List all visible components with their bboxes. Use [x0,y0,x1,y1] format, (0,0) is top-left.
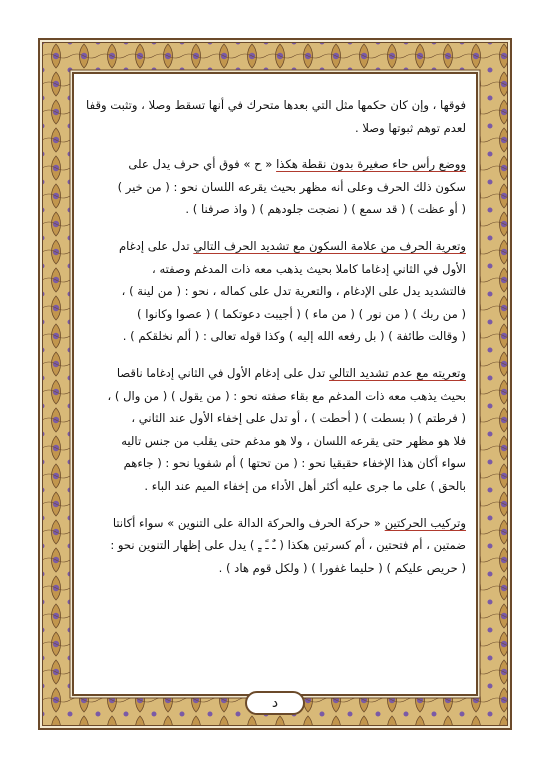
text-line: ( من ربك ) ( من نور ) ( من ماء ) ( أجيبت دعوتكما ) ( عصوا وكانوا ) [137,306,466,321]
text-line: ( أو عظت ) ( قد سمع ) ( نضجت جلودهم ) ( واذ صرفنا ) . [185,202,466,217]
text-line: لعدم توهم ثبوتها وصلا . [354,120,466,135]
text-line: الأول في الثاني إدغاما كاملا بحيث يذهب معه ذات المدغم وصفته ، [152,261,466,276]
heading-phrase: وتعرية الحرف من علامة السكون مع تشديد الحرف التالي [193,238,466,253]
text-line: فلا هو مظهر حتى يقرعه اللسان ، ولا هو مدغم حتى يقلب من جنس تاليه [121,433,466,448]
paragraph-1 [84,94,466,139]
paragraph-4 [84,362,466,498]
heading-phrase: ووضع رأس حاء صغيرة بدون نقطة هكذا [276,157,466,172]
document-body [84,94,466,593]
text-line: ( فرطتم ) ( بسطت ) ( أحطت ) ، أو تدل على إخفاء الأول عند الثاني ، [131,411,466,426]
text-line: ووضع رأس حاء صغيرة بدون نقطة هكذا « ح » فوق أي حرف يدل على [128,157,466,172]
text-line: سكون ذلك الحرف وعلى أنه مظهر بحيث يقرعه اللسان نحو : ( من خير ) [117,179,466,194]
text-line: ( وقالت طائفة ) ( بل رفعه الله إليه ) وكذا قوله تعالى : ( ألم نخلقكم ) . [122,329,466,344]
text-line: وتعريته مع عدم تشديد التالي تدل على إدغام الأول في الثاني إدغاما ناقصا [116,365,466,380]
paragraph-3 [84,235,466,348]
paragraph-2 [84,153,466,221]
text-line: فالتشديد يدل على الإدغام ، والتعرية تدل على كماله ، نحو : ( من لينة ) ، [121,284,466,299]
heading-phrase: وتعريته مع عدم تشديد التالي [328,365,466,380]
page-number: د [245,691,305,715]
paragraph-5 [84,512,466,580]
text-line: وتعرية الحرف من علامة السكون مع تشديد الحرف التالي تدل على إدغام [118,238,466,253]
text-line: وتركيب الحركتين « حركة الحرف والحركة الدالة على التنوين » سواء أكانتا [112,515,466,530]
text-line: فوقها ، وإن كان حكمها مثل التي بعدها متحرك في أنها تسقط وصلا ، وتثبت وقفا [86,98,466,112]
text-line: ضمتين ، أم فتحتين ، أم كسرتين هكذا ( ـٌ ـً ـٍ ) يدل على إظهار التنوين نحو : [110,538,466,553]
text-line: سواء أكان هذا الإخفاء حقيقيا نحو : ( من تحتها ) أم شفويا نحو : ( جاءهم [123,456,466,471]
heading-phrase: وتركيب الحركتين [384,515,466,530]
text-line: بالحق ) على ما جرى عليه أكثر أهل الأداء من إخفاء الميم عند الباء . [144,478,466,493]
text-line: ( حريص عليكم ) ( حليما غفورا ) ( ولكل قوم هاد ) . [218,560,466,575]
text-line: بحيث يذهب معه ذات المدغم مع بقاء صفته نحو : ( من يقول ) ( من وال ) ، [107,388,466,403]
